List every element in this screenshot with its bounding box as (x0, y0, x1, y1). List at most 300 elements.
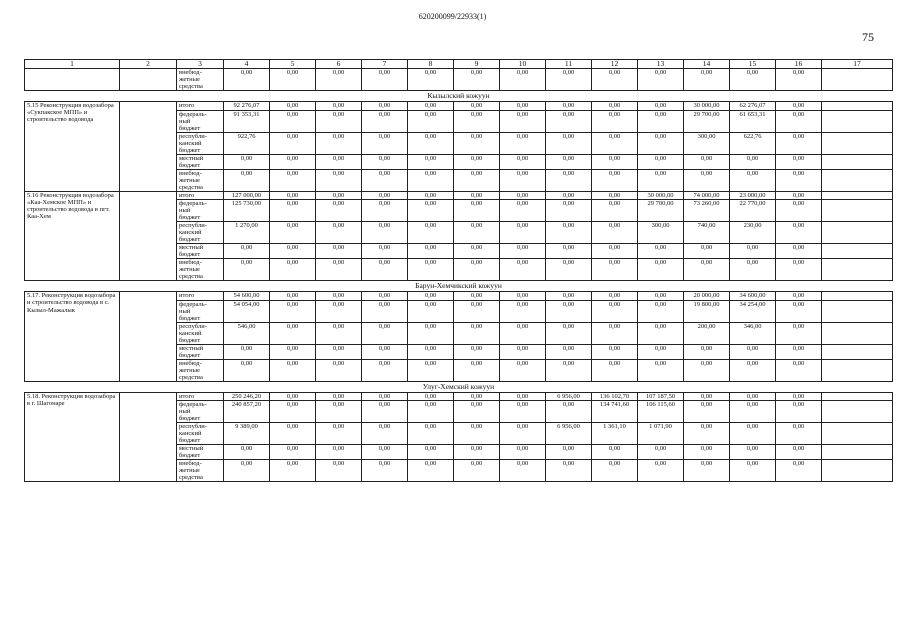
value-cell: 0,00 (546, 445, 592, 460)
value-cell: 0,00 (638, 110, 684, 132)
section-title: Кызылский кожуун (25, 91, 893, 102)
value-cell: 0,00 (776, 401, 822, 423)
notes-cell (822, 102, 893, 111)
value-cell: 0,00 (592, 244, 638, 259)
value-cell: 61 653,31 (730, 110, 776, 132)
item-name-cell: 5.17. Реконструкция водозабора и строительство водовода в с. Кызыл-Мажалык (25, 292, 120, 382)
value-cell: 0,00 (546, 460, 592, 482)
value-cell: 0,00 (776, 392, 822, 401)
funding-source-cell: местный бюджет (177, 244, 224, 259)
value-cell: 0,00 (408, 169, 454, 191)
value-cell: 0,00 (776, 200, 822, 222)
value-cell: 62 276,07 (730, 102, 776, 111)
value-cell: 0,00 (362, 460, 408, 482)
value-cell: 0,00 (500, 300, 546, 322)
value-cell: 0,00 (684, 244, 730, 259)
value-cell: 92 276,07 (224, 102, 270, 111)
header-cell: 10 (500, 60, 546, 69)
value-cell: 0,00 (592, 132, 638, 154)
notes-cell (822, 200, 893, 222)
value-cell: 0,00 (362, 259, 408, 281)
value-cell: 0,00 (546, 169, 592, 191)
notes-cell (822, 392, 893, 401)
funding-source-cell: местный бюджет (177, 344, 224, 359)
value-cell: 0,00 (546, 359, 592, 381)
notes-cell (822, 423, 893, 445)
value-cell: 136 102,70 (592, 392, 638, 401)
section-row (25, 381, 893, 392)
value-cell: 0,00 (362, 132, 408, 154)
value-cell: 0,00 (408, 244, 454, 259)
value-cell: 0,00 (500, 244, 546, 259)
value-cell: 1 361,10 (592, 423, 638, 445)
value-cell: 0,00 (362, 292, 408, 301)
empty-cell (120, 69, 177, 91)
empty-cell (120, 292, 177, 382)
value-cell: 0,00 (408, 460, 454, 482)
value-cell: 0,00 (454, 322, 500, 344)
value-cell: 0,00 (684, 392, 730, 401)
value-cell: 0,00 (592, 460, 638, 482)
value-cell: 622,76 (730, 132, 776, 154)
value-cell: 0,00 (776, 154, 822, 169)
value-cell: 54 054,00 (224, 300, 270, 322)
funding-source-cell: республи- канский бюджет (177, 222, 224, 244)
funding-source-cell: итого (177, 392, 224, 401)
value-cell: 0,00 (316, 445, 362, 460)
header-cell: 8 (408, 60, 454, 69)
value-cell: 0,00 (270, 222, 316, 244)
funding-source-cell: внебюд- жетные средства (177, 169, 224, 191)
table-row (25, 292, 893, 301)
value-cell: 0,00 (592, 110, 638, 132)
value-cell: 0,00 (362, 423, 408, 445)
value-cell: 0,00 (270, 344, 316, 359)
value-cell: 0,00 (776, 460, 822, 482)
value-cell: 0,00 (362, 322, 408, 344)
value-cell: 0,00 (776, 359, 822, 381)
value-cell: 0,00 (500, 401, 546, 423)
value-cell: 0,00 (316, 200, 362, 222)
item-name-cell: 5.16 Реконструкция водозабора «Каа-Хемское МПП» и строительство водовода в пгт. Каа-Хем (25, 191, 120, 281)
value-cell: 0,00 (454, 169, 500, 191)
value-cell: 0,00 (776, 169, 822, 191)
value-cell: 0,00 (270, 244, 316, 259)
value-cell: 0,00 (362, 169, 408, 191)
value-cell: 0,00 (776, 102, 822, 111)
value-cell: 0,00 (270, 423, 316, 445)
value-cell: 23 000,00 (730, 191, 776, 200)
value-cell: 0,00 (362, 191, 408, 200)
value-cell: 0,00 (408, 110, 454, 132)
value-cell: 0,00 (546, 300, 592, 322)
value-cell: 0,00 (270, 191, 316, 200)
value-cell: 0,00 (362, 244, 408, 259)
value-cell: 0,00 (224, 460, 270, 482)
value-cell: 134 741,60 (592, 401, 638, 423)
notes-cell (822, 69, 893, 91)
value-cell: 0,00 (362, 222, 408, 244)
value-cell: 0,00 (776, 259, 822, 281)
value-cell: 0,00 (408, 154, 454, 169)
value-cell: 0,00 (270, 169, 316, 191)
value-cell: 0,00 (592, 259, 638, 281)
value-cell: 0,00 (638, 69, 684, 91)
value-cell: 30 000,00 (638, 191, 684, 200)
table-row (25, 392, 893, 401)
empty-cell (120, 392, 177, 482)
notes-cell (822, 401, 893, 423)
value-cell: 0,00 (270, 259, 316, 281)
value-cell: 0,00 (408, 401, 454, 423)
value-cell: 30 000,00 (684, 102, 730, 111)
value-cell: 19 800,00 (684, 300, 730, 322)
value-cell: 0,00 (684, 460, 730, 482)
value-cell: 0,00 (270, 300, 316, 322)
section-title: Улуг-Хемский кожуун (25, 381, 893, 392)
document-id: 620200099/22933(1) (418, 12, 487, 21)
funding-source-cell: федераль- ный бюджет (177, 300, 224, 322)
value-cell: 0,00 (408, 392, 454, 401)
value-cell: 0,00 (316, 132, 362, 154)
value-cell: 0,00 (316, 222, 362, 244)
value-cell: 0,00 (500, 392, 546, 401)
notes-cell (822, 222, 893, 244)
value-cell: 0,00 (270, 132, 316, 154)
value-cell: 0,00 (684, 401, 730, 423)
value-cell: 0,00 (730, 359, 776, 381)
value-cell: 0,00 (776, 292, 822, 301)
value-cell: 0,00 (546, 110, 592, 132)
section-row (25, 91, 893, 102)
value-cell: 0,00 (454, 191, 500, 200)
value-cell: 0,00 (362, 102, 408, 111)
value-cell: 0,00 (454, 359, 500, 381)
table-row (25, 102, 893, 111)
value-cell: 0,00 (592, 359, 638, 381)
value-cell: 0,00 (270, 322, 316, 344)
value-cell: 34 254,00 (730, 300, 776, 322)
value-cell: 0,00 (316, 401, 362, 423)
value-cell: 0,00 (546, 322, 592, 344)
header-cell: 9 (454, 60, 500, 69)
value-cell: 0,00 (454, 132, 500, 154)
section-row (25, 281, 893, 292)
value-cell: 0,00 (592, 445, 638, 460)
value-cell: 0,00 (684, 69, 730, 91)
header-cell: 17 (822, 60, 893, 69)
value-cell: 0,00 (454, 200, 500, 222)
value-cell: 0,00 (454, 110, 500, 132)
value-cell: 9 389,00 (224, 423, 270, 445)
funding-source-cell: местный бюджет (177, 445, 224, 460)
value-cell: 0,00 (776, 445, 822, 460)
value-cell: 0,00 (454, 292, 500, 301)
value-cell: 0,00 (546, 191, 592, 200)
value-cell: 22 770,00 (730, 200, 776, 222)
value-cell: 0,00 (362, 110, 408, 132)
value-cell: 0,00 (270, 359, 316, 381)
value-cell: 0,00 (776, 110, 822, 132)
item-name-cell: 5.15 Реконструкция водозабора «Сукпакское МПП» и строительство водовода (25, 102, 120, 192)
value-cell: 1 270,00 (224, 222, 270, 244)
funding-table (24, 59, 893, 482)
value-cell: 0,00 (316, 423, 362, 445)
value-cell: 0,00 (270, 154, 316, 169)
value-cell: 0,00 (730, 259, 776, 281)
value-cell: 0,00 (546, 292, 592, 301)
header-cell: 4 (224, 60, 270, 69)
funding-source-cell: республи- канский бюджет (177, 423, 224, 445)
funding-source-cell: федераль- ный бюджет (177, 200, 224, 222)
value-cell: 0,00 (270, 200, 316, 222)
notes-cell (822, 259, 893, 281)
item-name-cell (25, 69, 120, 91)
value-cell: 0,00 (408, 200, 454, 222)
value-cell: 91 353,31 (224, 110, 270, 132)
value-cell: 0,00 (316, 344, 362, 359)
funding-source-cell: внебюд- жетные средства (177, 259, 224, 281)
notes-cell (822, 292, 893, 301)
value-cell: 0,00 (270, 110, 316, 132)
value-cell: 0,00 (408, 344, 454, 359)
value-cell: 0,00 (638, 359, 684, 381)
value-cell: 0,00 (638, 445, 684, 460)
value-cell: 0,00 (454, 154, 500, 169)
value-cell: 0,00 (592, 292, 638, 301)
value-cell: 0,00 (362, 300, 408, 322)
value-cell: 0,00 (316, 110, 362, 132)
value-cell: 0,00 (730, 423, 776, 445)
header-cell: 13 (638, 60, 684, 69)
value-cell: 0,00 (730, 244, 776, 259)
value-cell: 6 956,00 (546, 423, 592, 445)
value-cell: 230,00 (730, 222, 776, 244)
value-cell: 0,00 (684, 423, 730, 445)
value-cell: 0,00 (500, 200, 546, 222)
value-cell: 0,00 (500, 292, 546, 301)
value-cell: 0,00 (776, 344, 822, 359)
value-cell: 0,00 (776, 69, 822, 91)
section-title: Барун-Хемчикский кожуун (25, 281, 893, 292)
value-cell: 0,00 (362, 401, 408, 423)
value-cell: 0,00 (316, 244, 362, 259)
value-cell: 0,00 (592, 344, 638, 359)
value-cell: 0,00 (638, 300, 684, 322)
notes-cell (822, 460, 893, 482)
value-cell: 346,00 (730, 322, 776, 344)
value-cell: 0,00 (408, 222, 454, 244)
funding-source-cell: итого (177, 191, 224, 200)
value-cell: 0,00 (454, 244, 500, 259)
value-cell: 0,00 (684, 154, 730, 169)
header-cell: 5 (270, 60, 316, 69)
header-cell: 2 (120, 60, 177, 69)
value-cell: 0,00 (500, 110, 546, 132)
value-cell: 0,00 (592, 222, 638, 244)
header-cell: 6 (316, 60, 362, 69)
value-cell: 0,00 (408, 259, 454, 281)
header-cell: 3 (177, 60, 224, 69)
value-cell: 250 246,20 (224, 392, 270, 401)
value-cell: 0,00 (730, 392, 776, 401)
value-cell: 0,00 (730, 169, 776, 191)
value-cell: 6 956,00 (546, 392, 592, 401)
value-cell: 0,00 (546, 154, 592, 169)
notes-cell (822, 110, 893, 132)
table-row (25, 191, 893, 200)
value-cell: 0,00 (500, 423, 546, 445)
value-cell: 0,00 (546, 222, 592, 244)
value-cell: 0,00 (408, 300, 454, 322)
value-cell: 0,00 (362, 69, 408, 91)
value-cell: 0,00 (270, 460, 316, 482)
value-cell: 0,00 (730, 69, 776, 91)
value-cell: 0,00 (730, 401, 776, 423)
value-cell: 0,00 (362, 200, 408, 222)
value-cell: 0,00 (362, 344, 408, 359)
notes-cell (822, 300, 893, 322)
value-cell: 546,00 (224, 322, 270, 344)
value-cell: 0,00 (500, 460, 546, 482)
value-cell: 0,00 (454, 102, 500, 111)
header-row (25, 60, 893, 69)
funding-source-cell: внебюд- жетные средства (177, 460, 224, 482)
value-cell: 922,76 (224, 132, 270, 154)
value-cell: 0,00 (776, 132, 822, 154)
value-cell: 0,00 (224, 244, 270, 259)
value-cell: 0,00 (408, 423, 454, 445)
value-cell: 0,00 (316, 154, 362, 169)
value-cell: 0,00 (592, 102, 638, 111)
value-cell: 0,00 (316, 259, 362, 281)
value-cell: 0,00 (454, 401, 500, 423)
value-cell: 0,00 (500, 154, 546, 169)
value-cell: 73 260,00 (684, 200, 730, 222)
value-cell: 0,00 (316, 322, 362, 344)
value-cell: 0,00 (454, 344, 500, 359)
value-cell: 0,00 (500, 222, 546, 244)
value-cell: 0,00 (638, 169, 684, 191)
value-cell: 0,00 (546, 344, 592, 359)
value-cell: 29 700,00 (638, 200, 684, 222)
funding-source-cell: республи- канский бюджет (177, 132, 224, 154)
value-cell: 0,00 (730, 344, 776, 359)
funding-source-cell: внебюд- жетные средства (177, 69, 224, 91)
value-cell: 0,00 (546, 102, 592, 111)
value-cell: 0,00 (408, 191, 454, 200)
value-cell: 0,00 (454, 222, 500, 244)
value-cell: 300,00 (638, 222, 684, 244)
value-cell: 0,00 (316, 359, 362, 381)
value-cell: 0,00 (592, 169, 638, 191)
value-cell: 0,00 (454, 460, 500, 482)
value-cell: 0,00 (776, 191, 822, 200)
notes-cell (822, 169, 893, 191)
value-cell: 0,00 (776, 423, 822, 445)
value-cell: 0,00 (638, 102, 684, 111)
value-cell: 127 000,00 (224, 191, 270, 200)
value-cell: 0,00 (270, 102, 316, 111)
value-cell: 0,00 (316, 69, 362, 91)
value-cell: 0,00 (270, 69, 316, 91)
value-cell: 0,00 (638, 244, 684, 259)
value-cell: 0,00 (638, 322, 684, 344)
notes-cell (822, 359, 893, 381)
value-cell: 0,00 (684, 359, 730, 381)
value-cell: 0,00 (776, 300, 822, 322)
value-cell: 34 600,00 (730, 292, 776, 301)
value-cell: 0,00 (316, 169, 362, 191)
value-cell: 0,00 (684, 169, 730, 191)
value-cell: 107 187,50 (638, 392, 684, 401)
value-cell: 74 000,00 (684, 191, 730, 200)
value-cell: 125 730,00 (224, 200, 270, 222)
table-row (25, 69, 893, 91)
notes-cell (822, 244, 893, 259)
value-cell: 200,00 (684, 322, 730, 344)
value-cell: 0,00 (776, 222, 822, 244)
value-cell: 0,00 (270, 445, 316, 460)
value-cell: 0,00 (776, 322, 822, 344)
empty-cell (120, 191, 177, 281)
value-cell: 0,00 (316, 392, 362, 401)
value-cell: 0,00 (454, 69, 500, 91)
value-cell: 0,00 (316, 292, 362, 301)
value-cell: 240 857,20 (224, 401, 270, 423)
value-cell: 0,00 (592, 154, 638, 169)
value-cell: 0,00 (500, 132, 546, 154)
funding-source-cell: федераль- ный бюджет (177, 110, 224, 132)
value-cell: 0,00 (546, 401, 592, 423)
value-cell: 0,00 (224, 359, 270, 381)
empty-cell (120, 102, 177, 192)
value-cell: 0,00 (730, 460, 776, 482)
value-cell: 0,00 (454, 392, 500, 401)
value-cell: 0,00 (224, 259, 270, 281)
value-cell: 0,00 (730, 154, 776, 169)
value-cell: 0,00 (316, 191, 362, 200)
value-cell: 0,00 (500, 169, 546, 191)
value-cell: 0,00 (408, 132, 454, 154)
value-cell: 0,00 (500, 359, 546, 381)
funding-source-cell: внебюд- жетные средства (177, 359, 224, 381)
value-cell: 300,00 (684, 132, 730, 154)
value-cell: 0,00 (362, 392, 408, 401)
value-cell: 0,00 (638, 154, 684, 169)
page-number: 75 (862, 30, 874, 44)
value-cell: 29 700,00 (684, 110, 730, 132)
value-cell: 0,00 (362, 154, 408, 169)
value-cell: 0,00 (638, 292, 684, 301)
value-cell: 0,00 (546, 200, 592, 222)
value-cell: 0,00 (270, 401, 316, 423)
notes-cell (822, 132, 893, 154)
value-cell: 106 115,60 (638, 401, 684, 423)
value-cell: 0,00 (362, 359, 408, 381)
value-cell: 0,00 (224, 445, 270, 460)
value-cell: 0,00 (270, 392, 316, 401)
funding-source-cell: местный бюджет (177, 154, 224, 169)
value-cell: 740,00 (684, 222, 730, 244)
value-cell: 0,00 (546, 259, 592, 281)
value-cell: 0,00 (500, 69, 546, 91)
header-cell: 16 (776, 60, 822, 69)
notes-cell (822, 344, 893, 359)
value-cell: 0,00 (638, 460, 684, 482)
value-cell: 0,00 (408, 322, 454, 344)
value-cell: 0,00 (454, 445, 500, 460)
